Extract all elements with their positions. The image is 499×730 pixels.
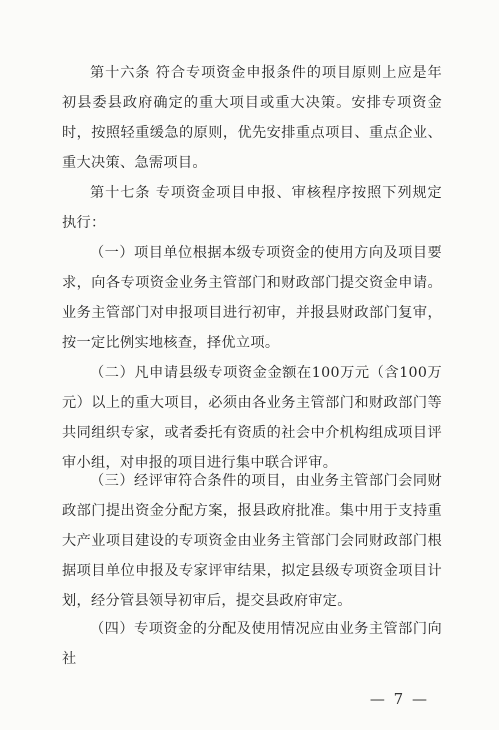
paragraph-item-1: （一）项目单位根据本级专项资金的使用方向及项目要求，向各专项资金业务主管部门和财政部门提交资金申请。业务主管部门对申报项目进行初审，并报县财政部门复审，按一定比例实地核查，择优立项。 bbox=[62, 245, 442, 351]
paragraph-item-4: （四）专项资金的分配及使用情况应由业务主管部门向社 bbox=[62, 621, 442, 667]
paragraph-item-3: （三）经评审符合条件的项目，由业务主管部门会同财政部门提出资金分配方案，报县政府批准。集中用于支持重大产业项目建设的专项资金由业务主管部门会同财政部门根据项目单位申报及专家评审结果，拟定县级专项资金项目计划，经分管县领导初审后，提交县政府审定。 bbox=[62, 473, 442, 609]
paragraph-item-2: （二）凡申请县级专项资金金额在100万元（含100万元）以上的重大项目，必须由各业务主管部门和财政部门等共同组织专家，或者委托有资质的社会中介机构组成项目评审小组，对申报的项目进行集中联合评审。 bbox=[62, 365, 442, 471]
paragraph-article-16: 第十六条 符合专项资金申报条件的项目原则上应是年初县委县政府确定的重大项目或重大决策。安排专项资金时，按照轻重缓急的原则，优先安排重点项目、重点企业、重大决策、急需项目。 bbox=[62, 65, 442, 171]
paragraph-article-17: 第十七条 专项资金项目申报、审核程序按照下列规定执行： bbox=[62, 185, 442, 231]
page-number: — 7 — bbox=[369, 690, 429, 708]
